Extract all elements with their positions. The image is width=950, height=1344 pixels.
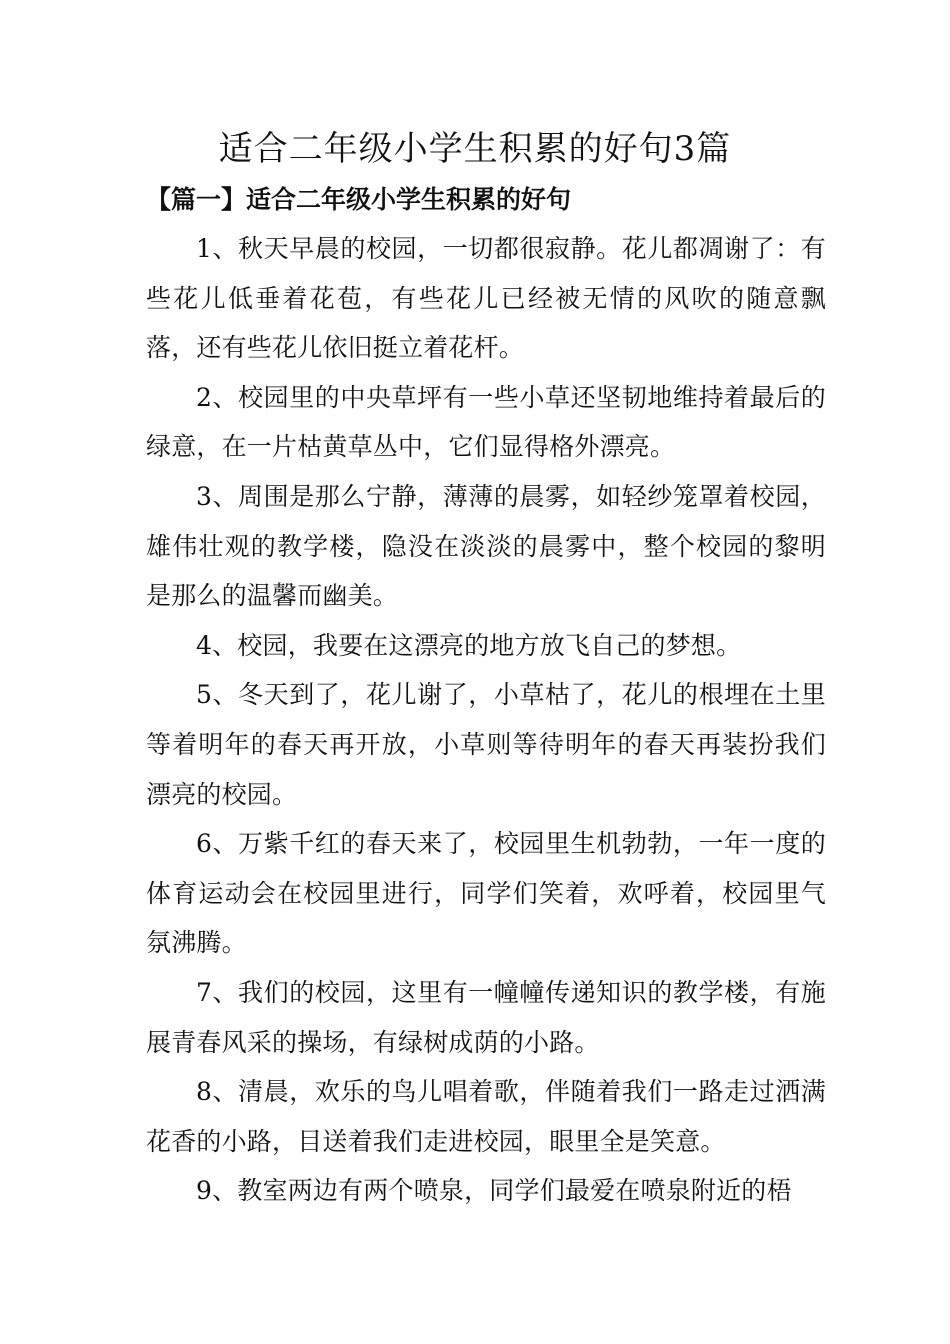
paragraph-1: 1、秋天早晨的校园，一切都很寂静。花儿都凋谢了：有些花儿低垂着花苞，有些花儿已经被无情的风吹的随意飘落，还有些花儿依旧挺立着花杆。 — [146, 234, 826, 363]
paragraph-4: 4、校园，我要在这漂亮的地方放飞自己的梦想。 — [196, 630, 742, 660]
document-body — [146, 224, 826, 1216]
paragraph-3: 3、周围是那么宁静，薄薄的晨雾，如轻纱笼罩着校园，雄伟壮观的教学楼，隐没在淡淡的晨雾中，整个校园的黎明是那么的温馨而幽美。 — [146, 481, 826, 611]
paragraph-8: 8、清晨，欢乐的鸟儿唱着歌，伴随着我们一路走过洒满花香的小路，目送着我们走进校园，眼里全是笑意。 — [146, 1077, 826, 1156]
paragraph-2: 2、校园里的中央草坪有一些小草还坚韧地维持着最后的绿意，在一片枯黄草丛中，它们显得格外漂亮。 — [146, 382, 826, 462]
document-title: 适合二年级小学生积累的好句3篇 — [218, 129, 732, 169]
section-heading: 【篇一】适合二年级小学生积累的好句 — [146, 185, 572, 214]
paragraph-7: 7、我们的校园，这里有一幢幢传递知识的教学楼，有施展青春风采的操场，有绿树成荫的小路。 — [146, 977, 826, 1057]
paragraph-9: 9、教室两边有两个喷泉，同学们最爱在喷泉附近的梧 — [196, 1176, 792, 1206]
paragraph-5: 5、冬天到了，花儿谢了，小草枯了，花儿的根埋在土里等着明年的春天再开放，小草则等待明年的春天再装扮我们漂亮的校园。 — [146, 680, 826, 809]
paragraph-6: 6、万紫千红的春天来了，校园里生机勃勃，一年一度的体育运动会在校园里进行，同学们笑着，欢呼着，校园里气氛沸腾。 — [146, 829, 826, 958]
